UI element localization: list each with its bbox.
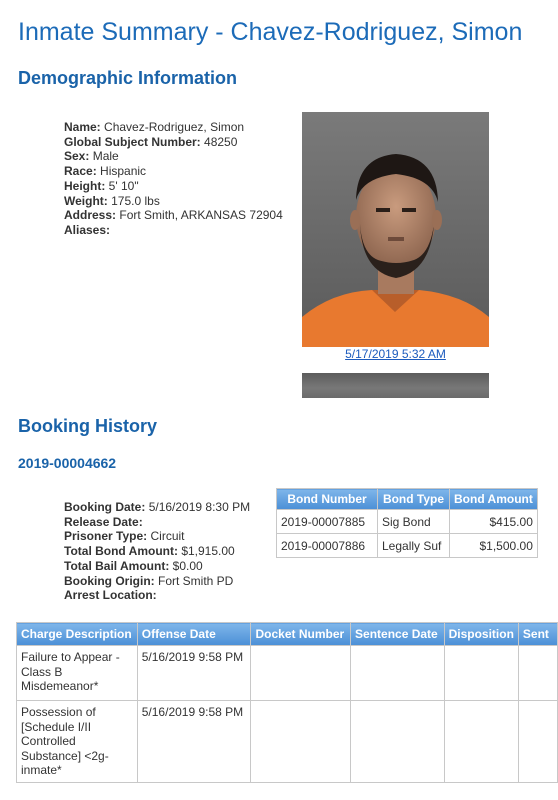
sentence-date-header[interactable]: Sentence Date <box>351 623 445 646</box>
offense-date-cell: 5/16/2019 9:58 PM <box>137 701 251 783</box>
height-row: Height: 5' 10" <box>64 178 139 193</box>
table-row <box>277 534 538 558</box>
sentence-date-cell <box>351 646 445 701</box>
charge-description-cell: Failure to Appear - Class B Misdemeanor* <box>17 646 138 701</box>
photo-scrollbar[interactable] <box>302 373 489 398</box>
booking-history-heading: Booking History <box>18 416 158 436</box>
docket-number-cell <box>251 701 351 783</box>
release-date-row: Release Date: <box>64 514 143 529</box>
mugshot-image <box>302 112 489 347</box>
total-bail-amount-row: Total Bail Amount: $0.00 <box>64 558 203 573</box>
charge-table-header <box>17 623 558 646</box>
charge-description-cell: Possession of [Schedule I/II Controlled Substance] <2g-inmate* <box>17 701 138 783</box>
aliases-row: Aliases: <box>64 222 111 237</box>
docket-number-header[interactable]: Docket Number <box>251 623 351 646</box>
table-row <box>17 701 558 783</box>
bond-number-cell: 2019-00007885 <box>277 510 378 534</box>
booking-date-row: Booking Date: 5/16/2019 8:30 PM <box>64 500 251 514</box>
race-row: Race: Hispanic <box>64 164 147 179</box>
bond-number-header[interactable]: Bond Number <box>277 489 378 510</box>
bond-type-cell: Sig Bond <box>378 510 450 534</box>
bond-amount-cell: $1,500.00 <box>450 534 538 558</box>
sentence-cell <box>518 646 557 701</box>
inmate-photo[interactable] <box>302 112 489 347</box>
bond-amount-header[interactable]: Bond Amount <box>450 489 538 510</box>
demographic-section-heading: Demographic Information <box>18 68 238 88</box>
offense-date-header[interactable]: Offense Date <box>137 623 251 646</box>
bond-table <box>276 488 538 558</box>
disposition-header[interactable]: Disposition <box>444 623 518 646</box>
demographic-info <box>64 120 283 238</box>
bond-type-cell: Legally Suf <box>378 534 450 558</box>
global-subject-number-row: Global Subject Number: 48250 <box>64 134 238 149</box>
photo-date-link[interactable]: 5/17/2019 5:32 AM <box>345 347 446 361</box>
sentence-cell <box>518 701 557 783</box>
booking-origin-row: Booking Origin: Fort Smith PD <box>64 573 234 588</box>
sex-row: Sex: Male <box>64 149 119 164</box>
name-row: Name: Chavez-Rodriguez, Simon <box>64 120 245 134</box>
charge-table <box>16 622 558 783</box>
bond-type-header[interactable]: Bond Type <box>378 489 450 510</box>
bond-amount-cell: $415.00 <box>450 510 538 534</box>
booking-number: 2019-00004662 <box>18 455 117 471</box>
address-row: Address: Fort Smith, ARKANSAS 72904 <box>64 208 283 223</box>
bond-number-cell: 2019-00007886 <box>277 534 378 558</box>
bond-table-header <box>277 489 538 510</box>
prisoner-type-row: Prisoner Type: Circuit <box>64 529 185 544</box>
table-row <box>17 646 558 701</box>
arrest-location-row: Arrest Location: <box>64 588 157 603</box>
charge-description-header[interactable]: Charge Description <box>17 623 138 646</box>
weight-row: Weight: 175.0 lbs <box>64 193 160 208</box>
booking-info <box>64 500 250 603</box>
sentence-header[interactable]: Sent <box>518 623 557 646</box>
disposition-cell <box>444 701 518 783</box>
table-row <box>277 510 538 534</box>
docket-number-cell <box>251 646 351 701</box>
page-title: Inmate Summary - Chavez-Rodriguez, Simon <box>18 18 523 46</box>
total-bond-amount-row: Total Bond Amount: $1,915.00 <box>64 544 235 559</box>
sentence-date-cell <box>351 701 445 783</box>
offense-date-cell: 5/16/2019 9:58 PM <box>137 646 251 701</box>
disposition-cell <box>444 646 518 701</box>
